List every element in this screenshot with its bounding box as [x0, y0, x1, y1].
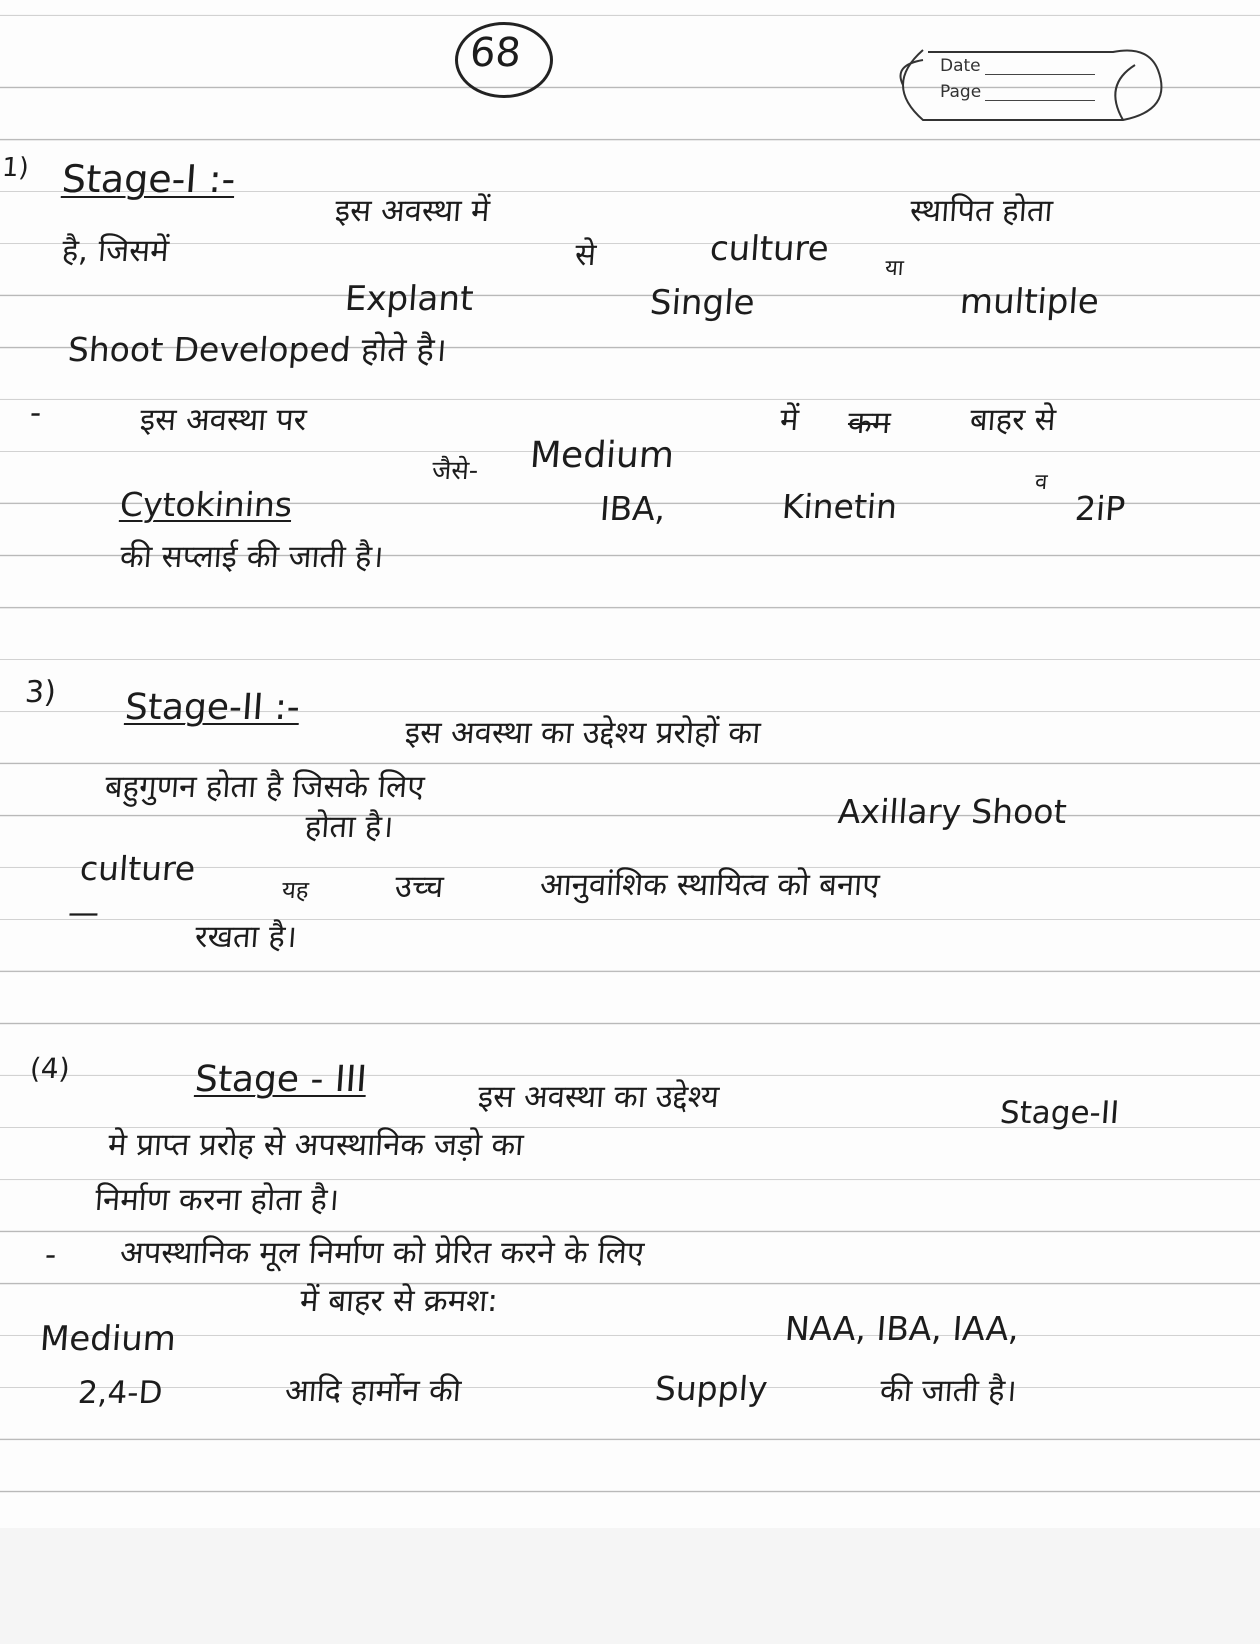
- section-4-line-7b: आदि हार्मोन की: [283, 1373, 463, 1409]
- section-1-line-4: Shoot Developed होते है।: [66, 330, 449, 369]
- section-1-line-2c: culture: [708, 229, 831, 269]
- section-1-line-8: की सप्लाई की जाती है।: [118, 539, 385, 575]
- section-1-line-7d: व: [1034, 470, 1049, 495]
- section-1-struck-word: कम: [846, 405, 892, 441]
- page-line: [985, 100, 1095, 101]
- section-1-bullet: -: [28, 395, 43, 431]
- section-3-line-4b: यह: [281, 876, 310, 904]
- section-3-title: Stage-II :-: [123, 687, 302, 728]
- section-3-line-5: रखता है।: [193, 919, 299, 955]
- section-1-line-5a: इस अवस्था पर: [138, 402, 308, 438]
- section-4-bullet: -: [43, 1237, 58, 1273]
- section-4-line-7a: 2,4-D: [76, 1375, 164, 1411]
- section-3-line-1: इस अवस्था का उद्देश्य प्ररोहों का: [403, 715, 762, 751]
- section-4-line-6b: NAA, IBA, IAA,: [783, 1309, 1021, 1348]
- page-number: 68: [468, 30, 523, 76]
- section-3-line-3a: होता है।: [303, 809, 395, 845]
- section-4-line-2: मे प्राप्त प्ररोह से अपस्थानिक जड़ो का: [106, 1127, 525, 1163]
- section-3-line-4c: उच्च: [393, 869, 445, 905]
- section-1-line-3b: Single: [648, 283, 756, 323]
- section-1-line-5c: बाहर से: [968, 402, 1057, 438]
- section-1-line-7e: 2iP: [1073, 489, 1127, 528]
- section-3-line-4d: आनुवांशिक स्थायित्व को बनाए: [538, 867, 881, 903]
- section-1-line-3c: multiple: [958, 282, 1101, 322]
- section-1-line-3a: Explant: [343, 279, 475, 319]
- section-1-line-6a: जैसे-: [430, 456, 480, 486]
- section-1-number: 1): [0, 153, 30, 183]
- section-1-line-5b: में: [778, 402, 800, 438]
- section-4-line-7c: Supply: [653, 1369, 769, 1408]
- section-4-line-1b: Stage-II: [998, 1095, 1121, 1131]
- section-1-line-1b: स्थापित होता: [908, 193, 1054, 229]
- section-3-number: 3): [23, 675, 58, 710]
- date-line: [985, 74, 1095, 75]
- section-4-line-1: इस अवस्था का उद्देश्य: [476, 1079, 721, 1115]
- bottom-blank-area: [0, 1528, 1260, 1644]
- section-1-title: Stage-I :-: [60, 157, 237, 201]
- section-4-number: (4): [28, 1052, 71, 1085]
- section-1-line-6b: Medium: [528, 435, 676, 476]
- section-4-title: Stage - III: [193, 1059, 369, 1100]
- section-4-line-7d: की जाती है।: [878, 1373, 1018, 1409]
- section-1-line-2b: से: [573, 237, 598, 273]
- section-1-line-7a: Cytokinins: [118, 485, 294, 524]
- section-3-line-4a: culture: [78, 849, 197, 888]
- page-label: Page: [940, 82, 982, 102]
- section-1-line-2a: है, जिसमें: [60, 233, 170, 269]
- date-page-box: [873, 40, 1175, 130]
- section-1-line-2d: या: [884, 256, 905, 281]
- section-1-line-7c: Kinetin: [780, 487, 899, 526]
- section-3-bullet: —: [66, 895, 101, 931]
- section-4-line-3: निर्माण करना होता है।: [93, 1182, 341, 1218]
- section-1-line-1a: इस अवस्था में: [333, 193, 491, 229]
- section-4-line-5: में बाहर से क्रमश:: [298, 1283, 500, 1319]
- section-1-line-7b: IBA,: [598, 489, 667, 528]
- date-label: Date: [940, 56, 981, 76]
- section-3-line-2: बहुगुणन होता है जिसके लिए: [103, 769, 426, 805]
- section-4-line-6a: Medium: [38, 1319, 178, 1359]
- section-3-line-3b: Axillary Shoot: [836, 792, 1068, 831]
- section-4-line-4: अपस्थानिक मूल निर्माण को प्रेरित करने के लिए: [118, 1235, 646, 1271]
